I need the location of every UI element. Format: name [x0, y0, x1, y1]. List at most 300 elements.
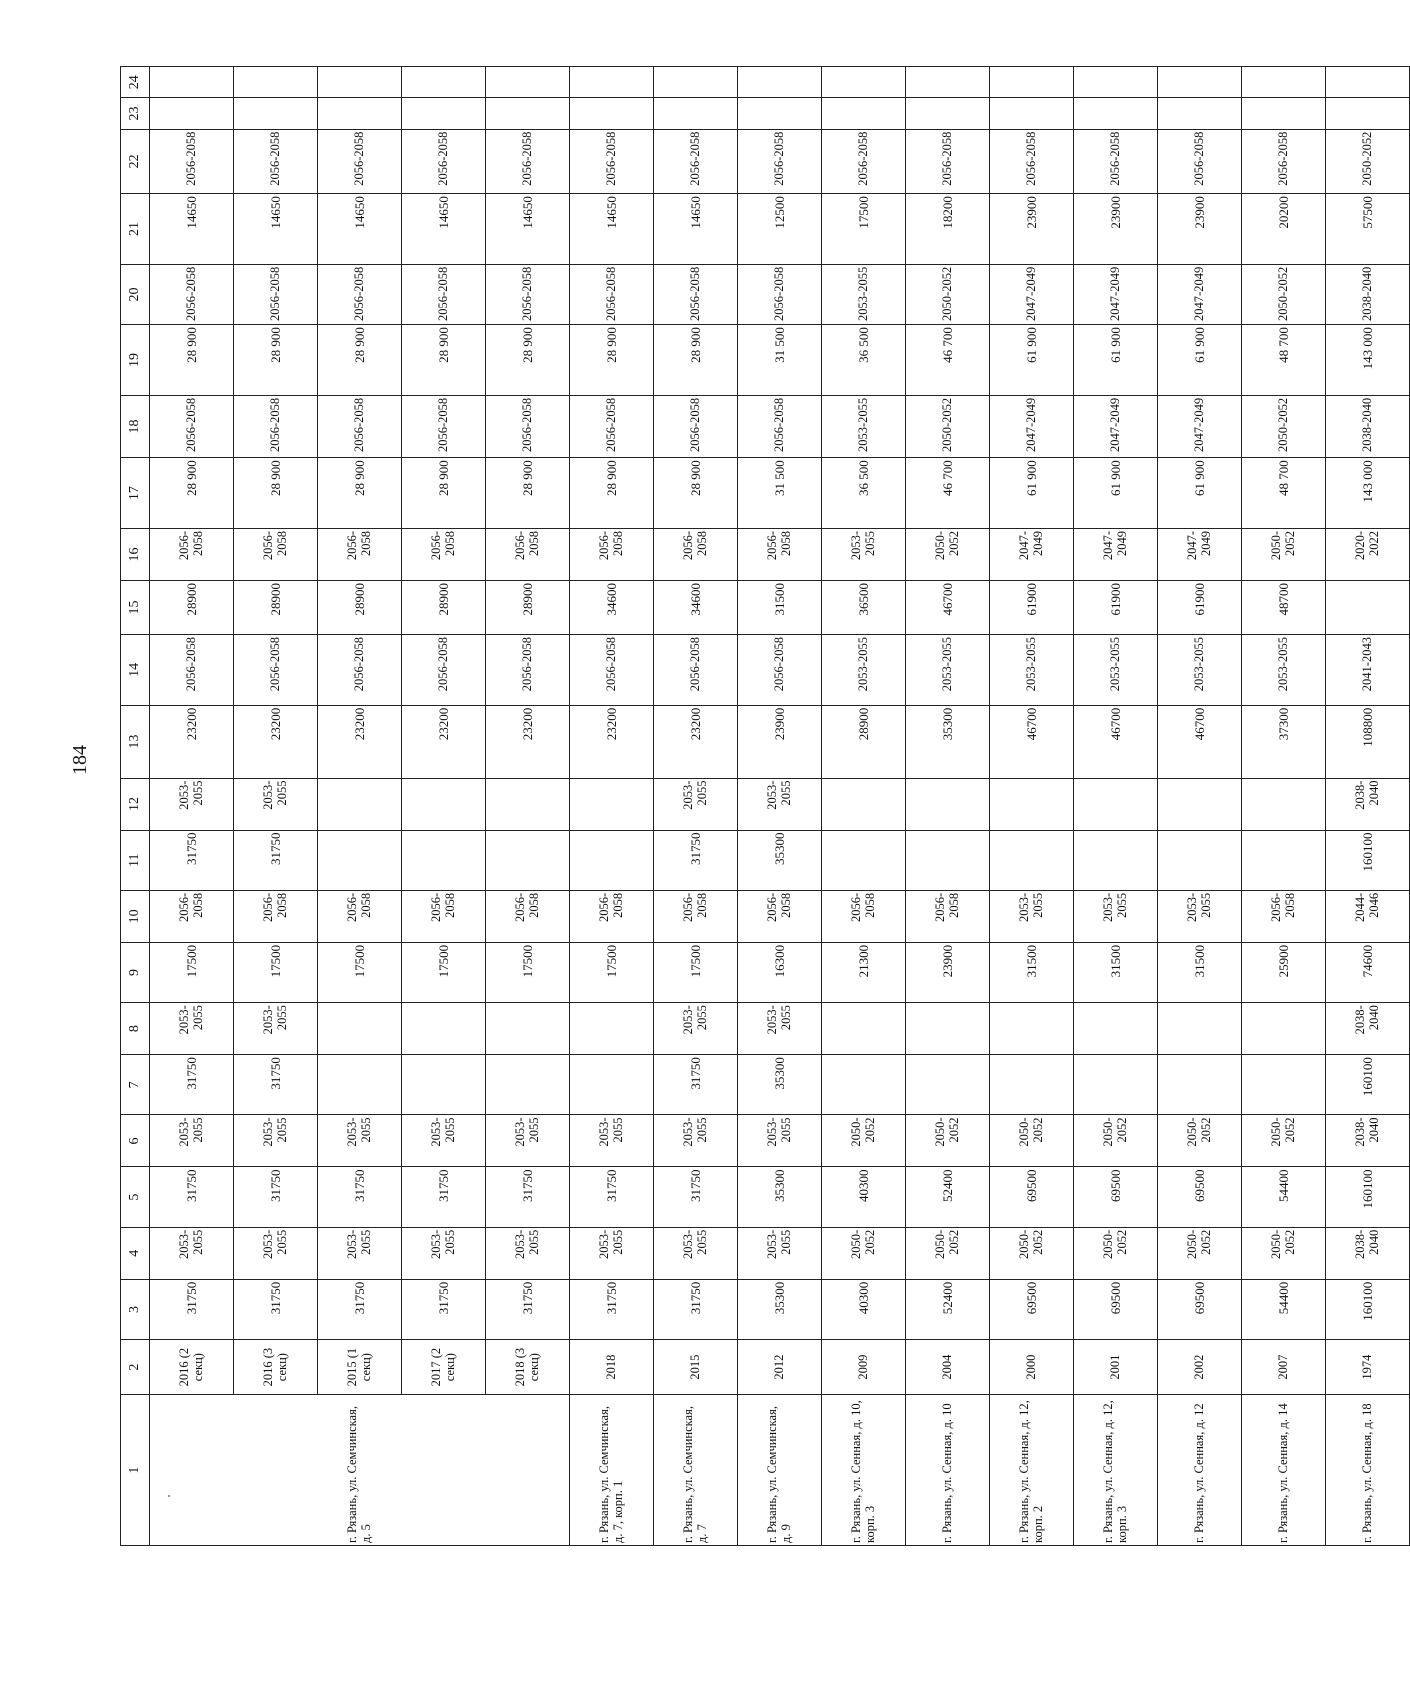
- value-cell: 35300: [906, 705, 990, 778]
- value-cell: 2038-2040: [1326, 264, 1410, 324]
- value-cell: 2053-2055: [822, 528, 906, 580]
- value-cell: 17500: [318, 942, 402, 1002]
- value-cell: 2044-2046: [1326, 890, 1410, 942]
- value-cell: 2050-2052: [822, 1227, 906, 1279]
- value-cell: 2056-2058: [234, 264, 318, 324]
- value-cell: [906, 830, 990, 890]
- value-cell: [990, 778, 1074, 830]
- value-cell: 61900: [1074, 580, 1158, 634]
- address-cell: г. Рязань, ул. Сенная, д. 12, корп. 2: [990, 1395, 1074, 1546]
- value-cell: 28 900: [234, 325, 318, 396]
- table-header-row: [121, 67, 150, 1546]
- value-cell: [1074, 1003, 1158, 1055]
- column-header: 22: [121, 129, 150, 193]
- value-cell: 14650: [402, 194, 486, 265]
- value-cell: [1158, 98, 1242, 129]
- value-cell: 2056-2058: [150, 528, 234, 580]
- table-row: [150, 67, 234, 1546]
- value-cell: 31750: [234, 1055, 318, 1115]
- value-cell: 23900: [1074, 194, 1158, 265]
- value-cell: 17500: [654, 942, 738, 1002]
- value-cell: [1158, 830, 1242, 890]
- address-cell: г. Рязань, ул. Семчинская, д. 9: [738, 1395, 822, 1546]
- value-cell: 2038-2040: [1326, 1115, 1410, 1167]
- value-cell: 2056-2058: [822, 129, 906, 193]
- value-cell: 23900: [1158, 194, 1242, 265]
- value-cell: 17500: [486, 942, 570, 1002]
- value-cell: [1074, 830, 1158, 890]
- year-cell: 2015: [654, 1340, 738, 1395]
- value-cell: [1242, 778, 1326, 830]
- table-row: [1158, 67, 1242, 1546]
- value-cell: [990, 98, 1074, 129]
- value-cell: [486, 67, 570, 98]
- value-cell: 2056-2058: [318, 528, 402, 580]
- value-cell: 2047-2049: [1074, 264, 1158, 324]
- value-cell: 2056-2058: [318, 890, 402, 942]
- value-cell: 31750: [234, 1279, 318, 1339]
- column-header: 24: [121, 67, 150, 98]
- value-cell: [570, 67, 654, 98]
- value-cell: 14650: [234, 194, 318, 265]
- value-cell: 31750: [654, 1055, 738, 1115]
- value-cell: 28 900: [570, 325, 654, 396]
- value-cell: [1074, 1055, 1158, 1115]
- value-cell: [990, 1003, 1074, 1055]
- value-cell: [1326, 67, 1410, 98]
- address-cell: г. Рязань, ул. Сенная, д. 12: [1158, 1395, 1242, 1546]
- value-cell: [990, 1055, 1074, 1115]
- value-cell: 2056-2058: [570, 890, 654, 942]
- address-cell: г. Рязань, ул. Сенная, д. 10, корп. 3: [822, 1395, 906, 1546]
- value-cell: 23200: [570, 705, 654, 778]
- value-cell: 31750: [318, 1279, 402, 1339]
- value-cell: 2056-2058: [234, 395, 318, 457]
- value-cell: 2053-2055: [234, 1115, 318, 1167]
- value-cell: 28900: [318, 580, 402, 634]
- year-cell: 2012: [738, 1340, 822, 1395]
- value-cell: 2050-2052: [906, 1115, 990, 1167]
- value-cell: [402, 778, 486, 830]
- value-cell: 35300: [738, 1167, 822, 1227]
- value-cell: 2053-2055: [822, 635, 906, 706]
- value-cell: 2056-2058: [234, 890, 318, 942]
- value-cell: 2053-2055: [990, 890, 1074, 942]
- year-cell: 2018: [570, 1340, 654, 1395]
- value-cell: [318, 778, 402, 830]
- value-cell: 2056-2058: [318, 129, 402, 193]
- value-cell: 2056-2058: [150, 635, 234, 706]
- value-cell: 28900: [402, 580, 486, 634]
- year-cell: 2002: [1158, 1340, 1242, 1395]
- value-cell: 2056-2058: [486, 129, 570, 193]
- value-cell: [486, 1055, 570, 1115]
- value-cell: 48 700: [1242, 458, 1326, 529]
- value-cell: [402, 67, 486, 98]
- column-header: 3: [121, 1279, 150, 1339]
- value-cell: [1242, 1003, 1326, 1055]
- value-cell: 2053-2055: [654, 1115, 738, 1167]
- value-cell: 2056-2058: [402, 129, 486, 193]
- value-cell: 36 500: [822, 458, 906, 529]
- value-cell: [234, 98, 318, 129]
- value-cell: 2041-2043: [1326, 635, 1410, 706]
- value-cell: 25900: [1242, 942, 1326, 1002]
- value-cell: 61 900: [990, 325, 1074, 396]
- value-cell: 2056-2058: [738, 890, 822, 942]
- value-cell: 143 000: [1326, 458, 1410, 529]
- value-cell: 34600: [570, 580, 654, 634]
- value-cell: 2053-2055: [402, 1115, 486, 1167]
- value-cell: [654, 98, 738, 129]
- year-cell: 2000: [990, 1340, 1074, 1395]
- value-cell: 31750: [234, 830, 318, 890]
- value-cell: 69500: [990, 1279, 1074, 1339]
- value-cell: 14650: [150, 194, 234, 265]
- year-cell: 2015 (1 секц): [318, 1340, 402, 1395]
- value-cell: 2053-2055: [486, 1227, 570, 1279]
- value-cell: 40300: [822, 1167, 906, 1227]
- value-cell: 61900: [990, 580, 1074, 634]
- year-cell: 2007: [1242, 1340, 1326, 1395]
- value-cell: 14650: [570, 194, 654, 265]
- value-cell: 28900: [150, 580, 234, 634]
- year-cell: 2001: [1074, 1340, 1158, 1395]
- value-cell: 2050-2052: [906, 1227, 990, 1279]
- value-cell: 2050-2052: [1242, 264, 1326, 324]
- value-cell: 2056-2058: [150, 129, 234, 193]
- value-cell: 2056-2058: [570, 528, 654, 580]
- value-cell: [1326, 580, 1410, 634]
- value-cell: [318, 67, 402, 98]
- value-cell: [402, 1055, 486, 1115]
- value-cell: 2053-2055: [1242, 635, 1326, 706]
- value-cell: 31750: [402, 1167, 486, 1227]
- value-cell: 2053-2055: [234, 1227, 318, 1279]
- value-cell: [402, 830, 486, 890]
- value-cell: [906, 98, 990, 129]
- value-cell: [402, 1003, 486, 1055]
- column-header: 1: [121, 1395, 150, 1546]
- value-cell: 31750: [150, 1279, 234, 1339]
- value-cell: 2050-2052: [1242, 528, 1326, 580]
- value-cell: 2038-2040: [1326, 1003, 1410, 1055]
- value-cell: 2056-2058: [1158, 129, 1242, 193]
- value-cell: [1242, 67, 1326, 98]
- value-cell: 2056-2058: [654, 264, 738, 324]
- year-cell: 2016 (2 секц): [150, 1340, 234, 1395]
- value-cell: [234, 67, 318, 98]
- value-cell: 2053-2055: [402, 1227, 486, 1279]
- table-row: [654, 67, 738, 1546]
- table-row: [1074, 67, 1158, 1546]
- value-cell: [822, 98, 906, 129]
- value-cell: 48 700: [1242, 325, 1326, 396]
- address-cell: г. Рязань, ул. Сенная, д. 18: [1326, 1395, 1410, 1546]
- value-cell: 2053-2055: [570, 1227, 654, 1279]
- value-cell: 31 500: [738, 325, 822, 396]
- value-cell: 28 900: [402, 325, 486, 396]
- value-cell: 2053-2055: [738, 778, 822, 830]
- value-cell: 31750: [150, 1167, 234, 1227]
- value-cell: 28 900: [486, 458, 570, 529]
- column-header: 8: [121, 1003, 150, 1055]
- year-cell: 2016 (3 секц): [234, 1340, 318, 1395]
- value-cell: 18200: [906, 194, 990, 265]
- value-cell: 21300: [822, 942, 906, 1002]
- value-cell: [1242, 1055, 1326, 1115]
- value-cell: 23900: [906, 942, 990, 1002]
- value-cell: 2053-2055: [234, 778, 318, 830]
- value-cell: [822, 1055, 906, 1115]
- value-cell: 2050-2052: [1242, 395, 1326, 457]
- value-cell: 2047-2049: [990, 264, 1074, 324]
- value-cell: 69500: [1074, 1167, 1158, 1227]
- value-cell: 2056-2058: [402, 528, 486, 580]
- value-cell: 2050-2052: [906, 395, 990, 457]
- value-cell: 61 900: [990, 458, 1074, 529]
- year-cell: 2009: [822, 1340, 906, 1395]
- value-cell: 2050-2052: [1242, 1115, 1326, 1167]
- value-cell: 28 900: [150, 325, 234, 396]
- value-cell: 2050-2052: [1074, 1227, 1158, 1279]
- table-row: [738, 67, 822, 1546]
- table-row: [906, 67, 990, 1546]
- value-cell: [318, 830, 402, 890]
- column-header: 9: [121, 942, 150, 1002]
- value-cell: 31500: [1158, 942, 1242, 1002]
- value-cell: [570, 1055, 654, 1115]
- value-cell: [1326, 98, 1410, 129]
- value-cell: 14650: [486, 194, 570, 265]
- value-cell: 2056-2058: [318, 635, 402, 706]
- value-cell: 2056-2058: [150, 395, 234, 457]
- value-cell: 46700: [990, 705, 1074, 778]
- value-cell: 2053-2055: [1158, 890, 1242, 942]
- value-cell: [990, 67, 1074, 98]
- value-cell: 2056-2058: [570, 635, 654, 706]
- value-cell: [822, 67, 906, 98]
- value-cell: 2053-2055: [738, 1227, 822, 1279]
- value-cell: 2056-2058: [486, 395, 570, 457]
- value-cell: 28 900: [318, 325, 402, 396]
- column-header: 6: [121, 1115, 150, 1167]
- value-cell: 2056-2058: [1074, 129, 1158, 193]
- value-cell: 2056-2058: [738, 264, 822, 324]
- address-cell: г. Рязань, ул. Семчинская, д. 7, корп. 1: [570, 1395, 654, 1546]
- value-cell: [822, 830, 906, 890]
- column-header: 5: [121, 1167, 150, 1227]
- value-cell: 2056-2058: [486, 890, 570, 942]
- value-cell: 2053-2055: [1074, 635, 1158, 706]
- value-cell: 160100: [1326, 1167, 1410, 1227]
- value-cell: 46 700: [906, 458, 990, 529]
- value-cell: [570, 830, 654, 890]
- value-cell: 2056-2058: [570, 129, 654, 193]
- value-cell: 2050-2052: [822, 1115, 906, 1167]
- address-cell: г. Рязань, ул. Семчинская, д. 5: [150, 1395, 570, 1546]
- value-cell: [1242, 830, 1326, 890]
- value-cell: 14650: [654, 194, 738, 265]
- value-cell: 12500: [738, 194, 822, 265]
- column-header: 13: [121, 705, 150, 778]
- value-cell: 2038-2040: [1326, 395, 1410, 457]
- value-cell: 31750: [234, 1167, 318, 1227]
- value-cell: 31750: [654, 1167, 738, 1227]
- value-cell: 2056-2058: [654, 635, 738, 706]
- value-cell: [822, 1003, 906, 1055]
- value-cell: [318, 1055, 402, 1115]
- table-row: [318, 67, 402, 1546]
- table-row: [990, 67, 1074, 1546]
- value-cell: [570, 98, 654, 129]
- value-cell: 23200: [318, 705, 402, 778]
- data-table: [120, 66, 1410, 1546]
- value-cell: 2056-2058: [738, 129, 822, 193]
- value-cell: [1074, 98, 1158, 129]
- value-cell: 2056-2058: [906, 890, 990, 942]
- value-cell: 23200: [486, 705, 570, 778]
- value-cell: 2053-2055: [654, 1227, 738, 1279]
- value-cell: 2056-2058: [318, 264, 402, 324]
- value-cell: 2056-2058: [1242, 890, 1326, 942]
- value-cell: 108800: [1326, 705, 1410, 778]
- column-header: 15: [121, 580, 150, 634]
- value-cell: 2053-2055: [906, 635, 990, 706]
- column-header: 23: [121, 98, 150, 129]
- value-cell: [738, 67, 822, 98]
- value-cell: [906, 1055, 990, 1115]
- value-cell: [1158, 1003, 1242, 1055]
- value-cell: [570, 778, 654, 830]
- column-header: 7: [121, 1055, 150, 1115]
- value-cell: 31750: [486, 1279, 570, 1339]
- value-cell: 2056-2058: [234, 528, 318, 580]
- value-cell: 16300: [738, 942, 822, 1002]
- value-cell: [318, 98, 402, 129]
- value-cell: [738, 98, 822, 129]
- value-cell: 34600: [654, 580, 738, 634]
- value-cell: 2050-2052: [1242, 1227, 1326, 1279]
- value-cell: 46 700: [906, 325, 990, 396]
- value-cell: 28 900: [654, 458, 738, 529]
- column-header: 21: [121, 194, 150, 265]
- column-header: 4: [121, 1227, 150, 1279]
- value-cell: 143 000: [1326, 325, 1410, 396]
- address-cell: г. Рязань, ул. Семчинская, д. 7: [654, 1395, 738, 1546]
- value-cell: [906, 778, 990, 830]
- value-cell: 17500: [570, 942, 654, 1002]
- value-cell: 2053-2055: [150, 778, 234, 830]
- table-row: [402, 67, 486, 1546]
- value-cell: 2038-2040: [1326, 1227, 1410, 1279]
- column-header: 20: [121, 264, 150, 324]
- value-cell: [486, 98, 570, 129]
- value-cell: 31 500: [738, 458, 822, 529]
- value-cell: 28 900: [570, 458, 654, 529]
- value-cell: 14650: [318, 194, 402, 265]
- year-cell: 2004: [906, 1340, 990, 1395]
- value-cell: 2053-2055: [822, 395, 906, 457]
- table-row: [234, 67, 318, 1546]
- value-cell: 23200: [150, 705, 234, 778]
- value-cell: 2056-2058: [654, 890, 738, 942]
- value-cell: 69500: [1158, 1167, 1242, 1227]
- value-cell: 2053-2055: [822, 264, 906, 324]
- value-cell: 2050-2052: [906, 264, 990, 324]
- value-cell: [1242, 98, 1326, 129]
- value-cell: 2056-2058: [234, 635, 318, 706]
- value-cell: 52400: [906, 1279, 990, 1339]
- table-row: [822, 67, 906, 1546]
- value-cell: 2038-2040: [1326, 778, 1410, 830]
- value-cell: 2053-2055: [318, 1115, 402, 1167]
- value-cell: 2056-2058: [738, 395, 822, 457]
- address-cell: г. Рязань, ул. Сенная, д. 14: [1242, 1395, 1326, 1546]
- value-cell: 40300: [822, 1279, 906, 1339]
- value-cell: 74600: [1326, 942, 1410, 1002]
- value-cell: [318, 1003, 402, 1055]
- value-cell: [486, 1003, 570, 1055]
- value-cell: 2053-2055: [150, 1115, 234, 1167]
- value-cell: 2056-2058: [570, 264, 654, 324]
- value-cell: [570, 1003, 654, 1055]
- value-cell: 2053-2055: [738, 1115, 822, 1167]
- value-cell: 31750: [150, 1055, 234, 1115]
- value-cell: 23200: [402, 705, 486, 778]
- value-cell: 69500: [1158, 1279, 1242, 1339]
- value-cell: 160100: [1326, 1055, 1410, 1115]
- year-cell: 2017 (2 секц): [402, 1340, 486, 1395]
- value-cell: 2056-2058: [990, 129, 1074, 193]
- value-cell: [486, 778, 570, 830]
- column-header: 10: [121, 890, 150, 942]
- table-row: [570, 67, 654, 1546]
- value-cell: 69500: [990, 1167, 1074, 1227]
- value-cell: 31750: [150, 830, 234, 890]
- value-cell: 2056-2058: [738, 528, 822, 580]
- value-cell: 2050-2052: [1074, 1115, 1158, 1167]
- value-cell: 23200: [234, 705, 318, 778]
- value-cell: 28900: [486, 580, 570, 634]
- column-header: 2: [121, 1340, 150, 1395]
- value-cell: 2047-2049: [1074, 528, 1158, 580]
- value-cell: 28 900: [234, 458, 318, 529]
- value-cell: 2056-2058: [402, 890, 486, 942]
- value-cell: [1074, 778, 1158, 830]
- value-cell: 2056-2058: [738, 635, 822, 706]
- value-cell: 31500: [738, 580, 822, 634]
- value-cell: 2020-2022: [1326, 528, 1410, 580]
- column-header: 11: [121, 830, 150, 890]
- value-cell: 17500: [822, 194, 906, 265]
- value-cell: 17500: [234, 942, 318, 1002]
- value-cell: 31750: [570, 1167, 654, 1227]
- value-cell: 36 500: [822, 325, 906, 396]
- value-cell: 57500: [1326, 194, 1410, 265]
- value-cell: 31750: [486, 1167, 570, 1227]
- value-cell: 36500: [822, 580, 906, 634]
- table-row: [1242, 67, 1326, 1546]
- value-cell: 160100: [1326, 1279, 1410, 1339]
- value-cell: 69500: [1074, 1279, 1158, 1339]
- value-cell: [906, 67, 990, 98]
- value-cell: [822, 778, 906, 830]
- address-cell: г. Рязань, ул. Сенная, д. 10: [906, 1395, 990, 1546]
- value-cell: 61 900: [1158, 325, 1242, 396]
- value-cell: 2056-2058: [150, 264, 234, 324]
- value-cell: [150, 67, 234, 98]
